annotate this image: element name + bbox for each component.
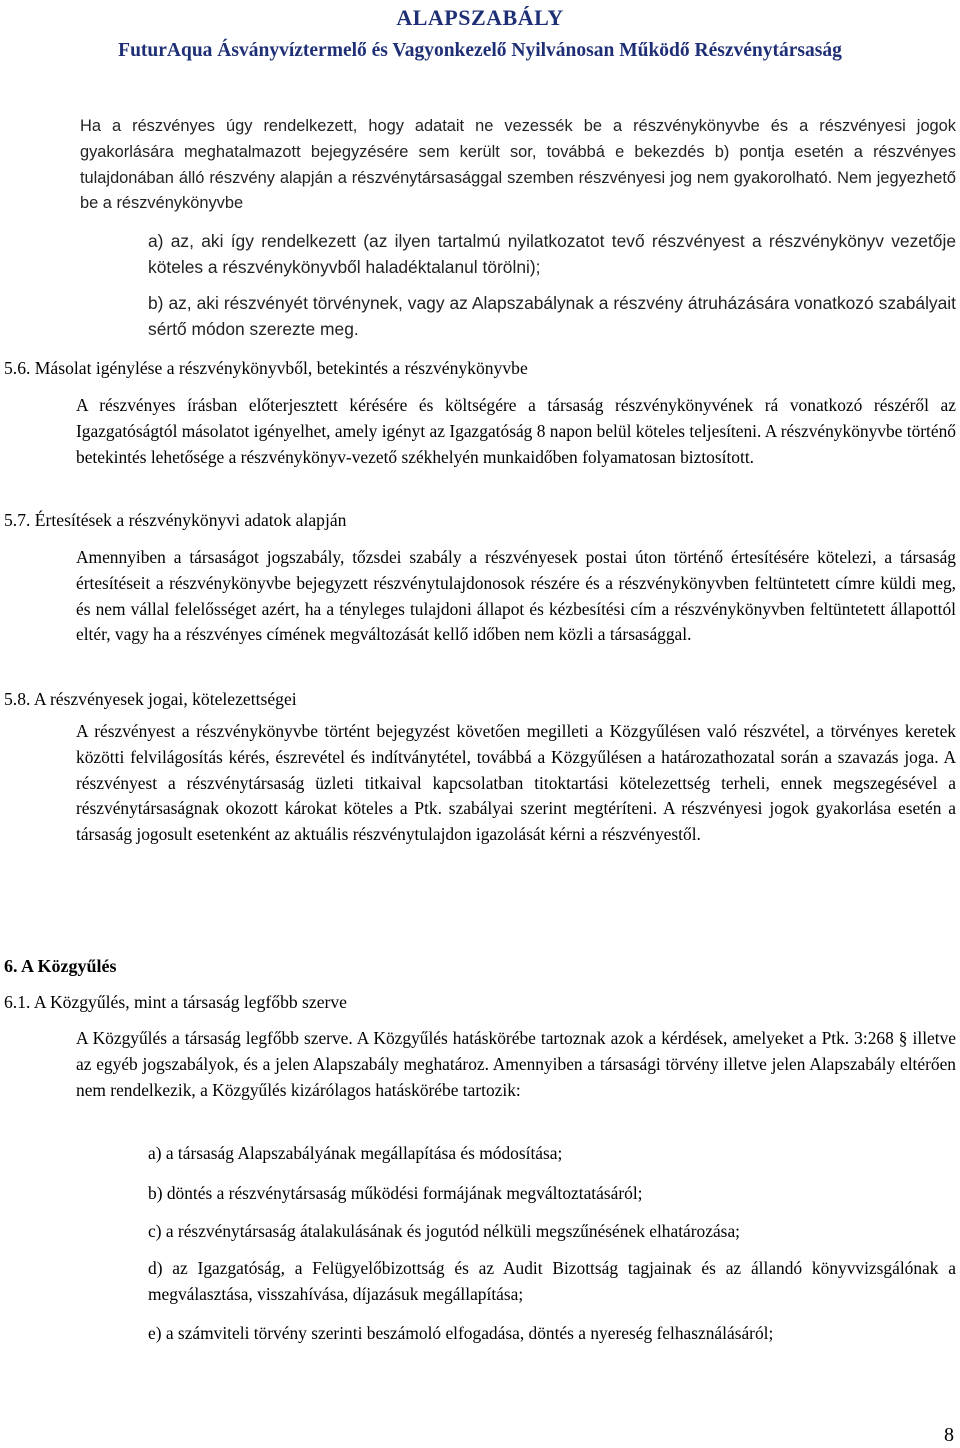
- chapter-item-a: a) a társaság Alapszabályának megállapítása és módosítása;: [148, 1143, 563, 1163]
- chapter-heading: 6. A Közgyűlés: [4, 956, 117, 976]
- chapter-item-e: e) a számviteli törvény szerinti beszámoló elfogadása, döntés a nyereség felhasználásáról;: [148, 1323, 774, 1343]
- section-text-5-8: A részvényest a részvénykönyvbe történt bejegyzést követően megilleti a Közgyűlésen való részvétel, a törvényes keretek közötti felvilágosítás kérés, észrevétel és indítványtétel, továbbá a Közgyűlésen a határozathozatal során a szavazás joga. A részvényest a részvénytársaság üzleti titkaival kapcsolatban titoktartási kötelezettség terheli, ennek megszegésével a részvénytársaságnak okozott károkat köteles a Ptk. szabályai szerint megtéríteni. A részvényesi jogok gyakorlása esetén a társaság jogosult esetenként az aktuális részvénytulajdon igazolását kérni a részvényestől.: [76, 721, 956, 845]
- document-title: ALAPSZABÁLY: [396, 5, 564, 30]
- section-heading-5-7: 5.7. Értesítések a részvénykönyvi adatok alapján: [4, 510, 347, 530]
- chapter-item-b: b) döntés a részvénytársaság működési formájának megváltoztatásáról;: [148, 1183, 643, 1203]
- chapter-item-d: d) az Igazgatóság, a Felügyelőbizottság és az Audit Bizottság tagjainak és az állandó könyvvizsgálónak a megválasztása, visszahívása, díjazásuk megállapítása;: [148, 1258, 956, 1304]
- chapter-text: A Közgyűlés a társaság legfőbb szerve. A Közgyűlés hatáskörébe tartoznak azok a kérdések, amelyeket a Ptk. 3:268 § illetve az egyéb jogszabályok, és a jelen Alapszabály meghatároz. Amennyiben a társasági törvény illetve jelen Alapszabály eltérően nem rendelkezik, a Közgyűlés kizárólagos hatáskörébe tartozik:: [76, 1028, 956, 1100]
- page-header: [0, 4, 960, 68]
- section-text-5-6: A részvényes írásban előterjesztett kérésére és költségére a társaság részvénykönyvének rá vonatkozó részéről az Igazgatóságtól másolatot igényelhet, amely igényt az Igazgatóság 8 napon belül köteles teljesíteni. A részvénykönyvbe történő betekintés lehetősége a részvénykönyv-vezető székhelyén munkaidőben folyamatosan biztosított.: [76, 395, 956, 467]
- intro-paragraph: Ha a részvényes úgy rendelkezett, hogy adatait ne vezessék be a részvénykönyvbe és a részvényesi jogok gyakorlására meghatalmazott bejegyzésére sem került sor, továbbá e bekezdés b) pontja esetén a részvényes tulajdonában álló részvény alapján a részvénytársasággal szemben részvényesi jog nem gyakorolható. Nem jegyezhető be a részvénykönyvbe: [80, 117, 956, 213]
- company-name: FuturAqua Ásványvíztermelő és Vagyonkezelő Nyilvánosan Működő Részvénytársaság: [118, 40, 842, 61]
- section-text-5-7: Amennyiben a társaságot jogszabály, tőzsdei szabály a részvényesek postai úton történő értesítésére kötelezi, a társaság értesítéseit a részvénykönyvbe bejegyzett részvénytulajdonosok részére és a részvénykönyvben feltüntetett címre küldi meg, és nem vállal felelősséget azért, ha a tényleges tulajdoni állapot és kézbesítési cím a részvénykönyvben feltüntetett állapottól eltér, vagy ha a részvényes címének megváltozását kellő időben nem közli a társasággal.: [76, 547, 956, 645]
- section-heading-5-8: 5.8. A részvényesek jogai, kötelezettségei: [4, 689, 297, 709]
- intro-item-a: a) az, aki így rendelkezett (az ilyen tartalmú nyilatkozatot tevő részvényest a részvénykönyv vezetője köteles a részvénykönyvből haladéktalanul törölni);: [148, 231, 956, 277]
- section-heading-5-6: 5.6. Másolat igénylése a részvénykönyvből, betekintés a részvénykönyvbe: [4, 358, 528, 378]
- intro-item-b: b) az, aki részvényét törvénynek, vagy az Alapszabálynak a részvény átruházására vonatkozó szabályait sértő módon szerezte meg.: [148, 293, 956, 339]
- chapter-subheading: 6.1. A Közgyűlés, mint a társaság legfőbb szerve: [4, 992, 347, 1012]
- chapter-item-c: c) a részvénytársaság átalakulásának és jogutód nélküli megszűnésének elhatározása;: [148, 1221, 740, 1241]
- page-number: 8: [944, 1424, 954, 1446]
